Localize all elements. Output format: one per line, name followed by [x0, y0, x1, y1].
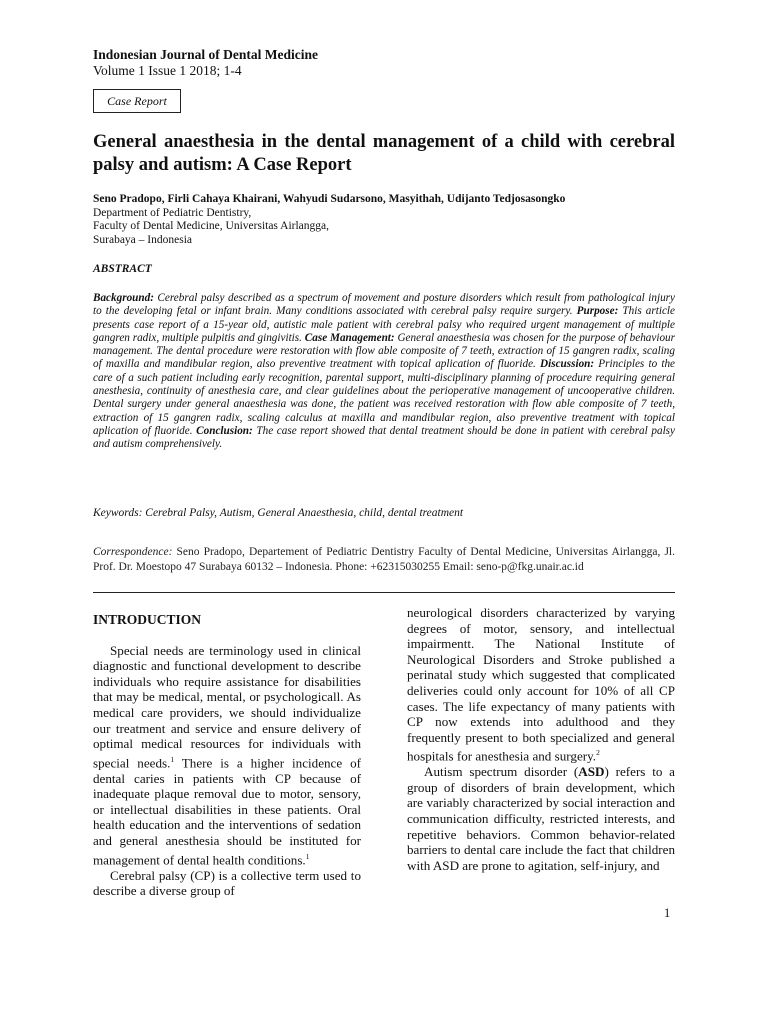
intro-paragraph-2: Cerebral palsy (CP) is a collective term used to describe a diverse group of: [93, 867, 361, 899]
intro-paragraph-1: [93, 643, 361, 868]
section-divider: [93, 592, 675, 593]
background-text: Cerebral palsy described as a spectrum of movement and posture disorders which result from pathological injury to the developing fetal or infant brain. Many conditions associated with cerebral palsy require surgery.: [93, 292, 675, 318]
journal-volume: Volume 1 Issue 1 2018; 1-4: [93, 63, 242, 78]
affiliation-line: Faculty of Dental Medicine, Universitas Airlangga,: [93, 220, 330, 232]
conclusion-label: Conclusion:: [196, 424, 253, 437]
conclusion-text: The case report showed that dental treatment should be done in patient with cerebral palsy and autism comprehensively.: [93, 424, 675, 451]
background-label: Background:: [93, 292, 154, 304]
journal-name: Indonesian Journal of Dental Medicine: [93, 47, 319, 62]
abstract-body: [93, 292, 675, 452]
abbreviation: ASD: [578, 764, 605, 780]
intro-text: ) refers to a group of disorders of brain development, which are variably characterized by social interaction and communication difficulty, restricted interests, and repetitive behaviors. Common behavior-related barriers to dental care include the fact that children with ASD are prone to agitation, self-injury, and: [407, 764, 675, 873]
article-type-badge: Case Report: [93, 89, 181, 113]
introduction-heading: INTRODUCTION: [93, 612, 202, 627]
discussion-label: Discussion:: [540, 358, 595, 371]
citation-ref: 1: [305, 851, 310, 861]
abstract-heading: ABSTRACT: [93, 263, 152, 275]
article-title: General anaesthesia in the dental management of a child with cerebral palsy and autism: A Case Report: [93, 132, 675, 175]
intro-text: Special needs are terminology used in clinical diagnostic and functional development to describe individuals who require assistance for disabilities that may be medical, mental, or psychologicall. As medical care providers, we should individualize our treatment and service and ensure delivery of optimal medical resources for individuals with special needs.: [93, 642, 361, 771]
citation-ref: 2: [596, 748, 600, 758]
purpose-text: This article presents case report of a 15-year old, autistic male patient with cerebral palsy who required urgent management of multiple gangren radix, multiple pulpitis and gingivitis.: [93, 305, 675, 344]
correspondence-label: Correspondence:: [93, 546, 173, 558]
case-management-label: Case Management:: [304, 331, 395, 344]
intro-paragraph-2-cont: [407, 605, 675, 764]
discussion-text: Principles to the care of a such patient including early recognition, parental support, multi-disciplinary planning of procedure requiring general anesthesia, continuity of anesthesia care, and clear guidelines about the perioperative management of uncooperative children. Dental surgery under general anaesthesia was done, the patient was received restoration with flow able composite of 7 teeth, extraction of 15 gangren radix, scaling calculus at maxilla and mandibular region, also preventive treatment with topical aplication of fluoride.: [93, 358, 676, 437]
author-block: [93, 193, 675, 247]
author-names: Seno Pradopo, Firli Cahaya Khairani, Wahyudi Sudarsono, Masyithah, Udijanto Tedjosasongko: [93, 193, 566, 205]
case-management-text: General anaesthesia was chosen for the purpose of behaviour management. The dental procedure were restoration with flow able composite of 7 teeth, extraction of 15 gangren radix, scaling of maxilla and mandibular region, also preventive treatment with topical aplication of fluoride.: [93, 331, 675, 371]
purpose-label: Purpose:: [576, 305, 619, 318]
affiliation-line: Surabaya – Indonesia: [93, 233, 192, 246]
affiliation-line: Department of Pediatric Dentistry,: [93, 206, 252, 219]
keywords: Keywords: Cerebral Palsy, Autism, General Anaesthesia, child, dental treatment: [93, 507, 464, 519]
right-column: [407, 605, 675, 873]
intro-text: neurological disorders characterized by varying degrees of motor, sensory, and intellectual impairmentt. The National Institute of Neurological Disorders and Stroke published a perinatal study which suggested that complicated deliveries could only account for 10% of all CP cases. The life expectancy of many patients with CP now extends into adulthood and they frequently present to both specialized and general hospitals for anesthesia and surgery.: [407, 605, 675, 764]
correspondence: [93, 545, 675, 574]
intro-text: There is a higher incidence of dental caries in patients with CP because of inadequate plaque removal due to motor, sensory, or intellectual disabilities in these patients. Oral health education and the interventions of sedation and general anesthesia should be instituted for management of dental health conditions.: [93, 755, 362, 868]
correspondence-text: Seno Pradopo, Departement of Pediatric Dentistry Faculty of Dental Medicine, Universitas Airlangga, Jl. Prof. Dr. Moestopo 47 Surabaya 60132 – Indonesia. Phone: +62315030255 Email: seno-p@fkg.unair.ac.id: [93, 546, 675, 573]
citation-ref: 1: [170, 754, 175, 764]
intro-paragraph-3: [407, 764, 675, 873]
left-column: [93, 612, 361, 899]
journal-header: [93, 47, 318, 79]
intro-text: Autism spectrum disorder (: [424, 764, 579, 780]
page-number: 1: [664, 906, 671, 920]
